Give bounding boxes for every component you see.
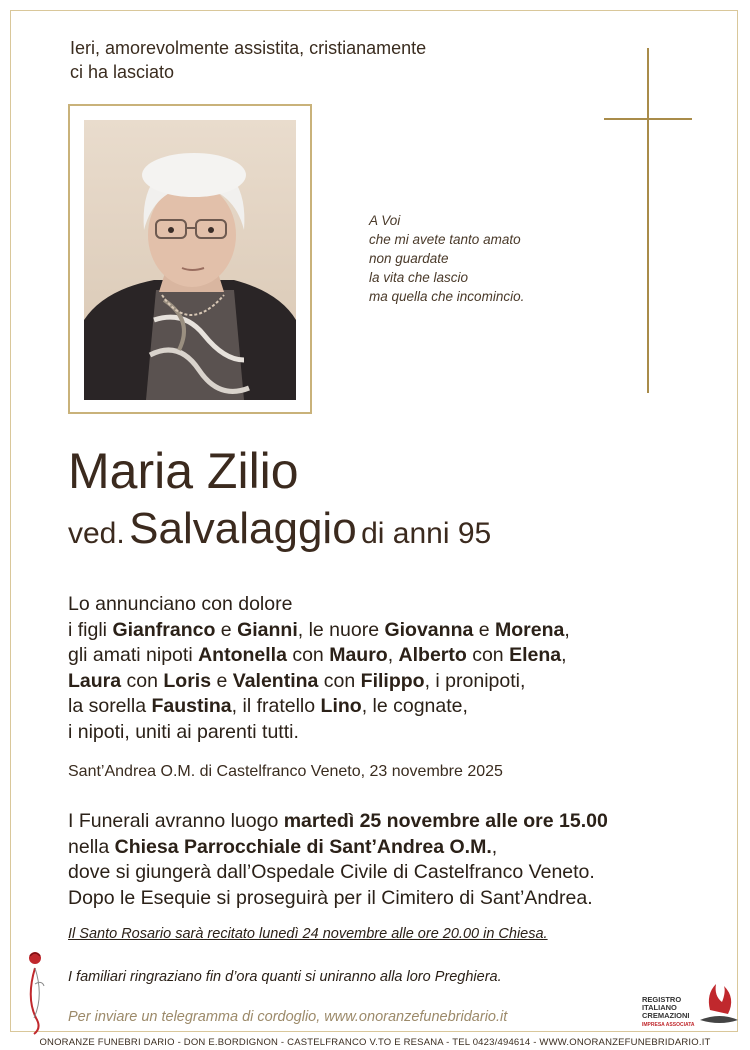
funeral-line: I Funerali avranno luogo martedì 25 novembre alle ore 15.00 [68, 810, 608, 832]
poem-line: A Voi [369, 213, 401, 228]
funeral-info [68, 809, 608, 911]
intro-line: Ieri, amorevolmente assistita, cristianamente [70, 38, 427, 58]
rosary-notice: Il Santo Rosario sarà recitato lunedì 24 novembre alle ore 20.00 in Chiesa. [68, 926, 548, 942]
announcement-line: Lo annunciano con dolore [68, 593, 293, 615]
svg-text:ITALIANO: ITALIANO [642, 1003, 677, 1012]
rose-icon [22, 948, 48, 1036]
telegram-link[interactable]: Per inviare un telegramma di cordoglio, www.onoranzefunebridario.it [68, 1009, 508, 1025]
svg-text:CREMAZIONI: CREMAZIONI [642, 1011, 690, 1020]
announcement-line: Laura con Loris e Valentina con Filippo, i pronipoti, [68, 669, 526, 692]
cross-vertical [647, 48, 649, 393]
portrait-frame [68, 104, 312, 414]
thanks-note: I familiari ringraziano fin d’ora quanti si uniranno alla loro Preghiera. [68, 969, 502, 985]
ric-logo-icon [640, 980, 740, 1030]
married-name: Salvalaggio [129, 504, 357, 553]
deceased-name: Maria Zilio [68, 443, 299, 499]
announcement [68, 592, 570, 745]
poem-line: non guardate [369, 251, 449, 266]
funeral-line: nella Chiesa Parrocchiale di Sant’Andrea O.M., [68, 835, 498, 858]
poem-line: che mi avete tanto amato [369, 232, 521, 247]
funeral-line: Dopo le Esequie si proseguirà per il Cimitero di Sant’Andrea. [68, 886, 593, 909]
cross-horizontal [604, 118, 692, 120]
announcement-line: i figli Gianfranco e Gianni, le nuore Giovanna e Morena, [68, 618, 570, 641]
announcement-line: la sorella Faustina, il fratello Lino, le cognate, [68, 695, 468, 717]
age: di anni 95 [361, 517, 492, 550]
intro-line: ci ha lasciato [70, 62, 175, 82]
announcement-line: gli amati nipoti Antonella con Mauro, Alberto con Elena, [68, 644, 567, 666]
svg-text:REGISTRO: REGISTRO [642, 995, 682, 1004]
poem [369, 211, 524, 306]
footer: ONORANZE FUNEBRI DARIO - DON E.BORDIGNON - CASTELFRANCO V.TO E RESANA - TEL 0423/494614 - WWW.ONORANZEFUNEBRIDARIO.IT [39, 1037, 711, 1048]
svg-text:IMPRESA ASSOCIATA: IMPRESA ASSOCIATA [642, 1022, 695, 1028]
ved-prefix: ved. [68, 517, 125, 550]
deceased-subname [68, 504, 491, 554]
announcement-line: i nipoti, uniti ai parenti tutti. [68, 720, 299, 743]
portrait-photo [84, 120, 296, 400]
poem-line: la vita che lascio [369, 270, 469, 285]
funeral-line: dove si giungerà dall’Ospedale Civile di Castelfranco Veneto. [68, 861, 595, 883]
poem-line: ma quella che incomincio. [369, 289, 525, 304]
portrait-image [84, 120, 296, 400]
place-date: Sant’Andrea O.M. di Castelfranco Veneto, 23 novembre 2025 [68, 763, 503, 780]
intro-text [70, 36, 426, 84]
